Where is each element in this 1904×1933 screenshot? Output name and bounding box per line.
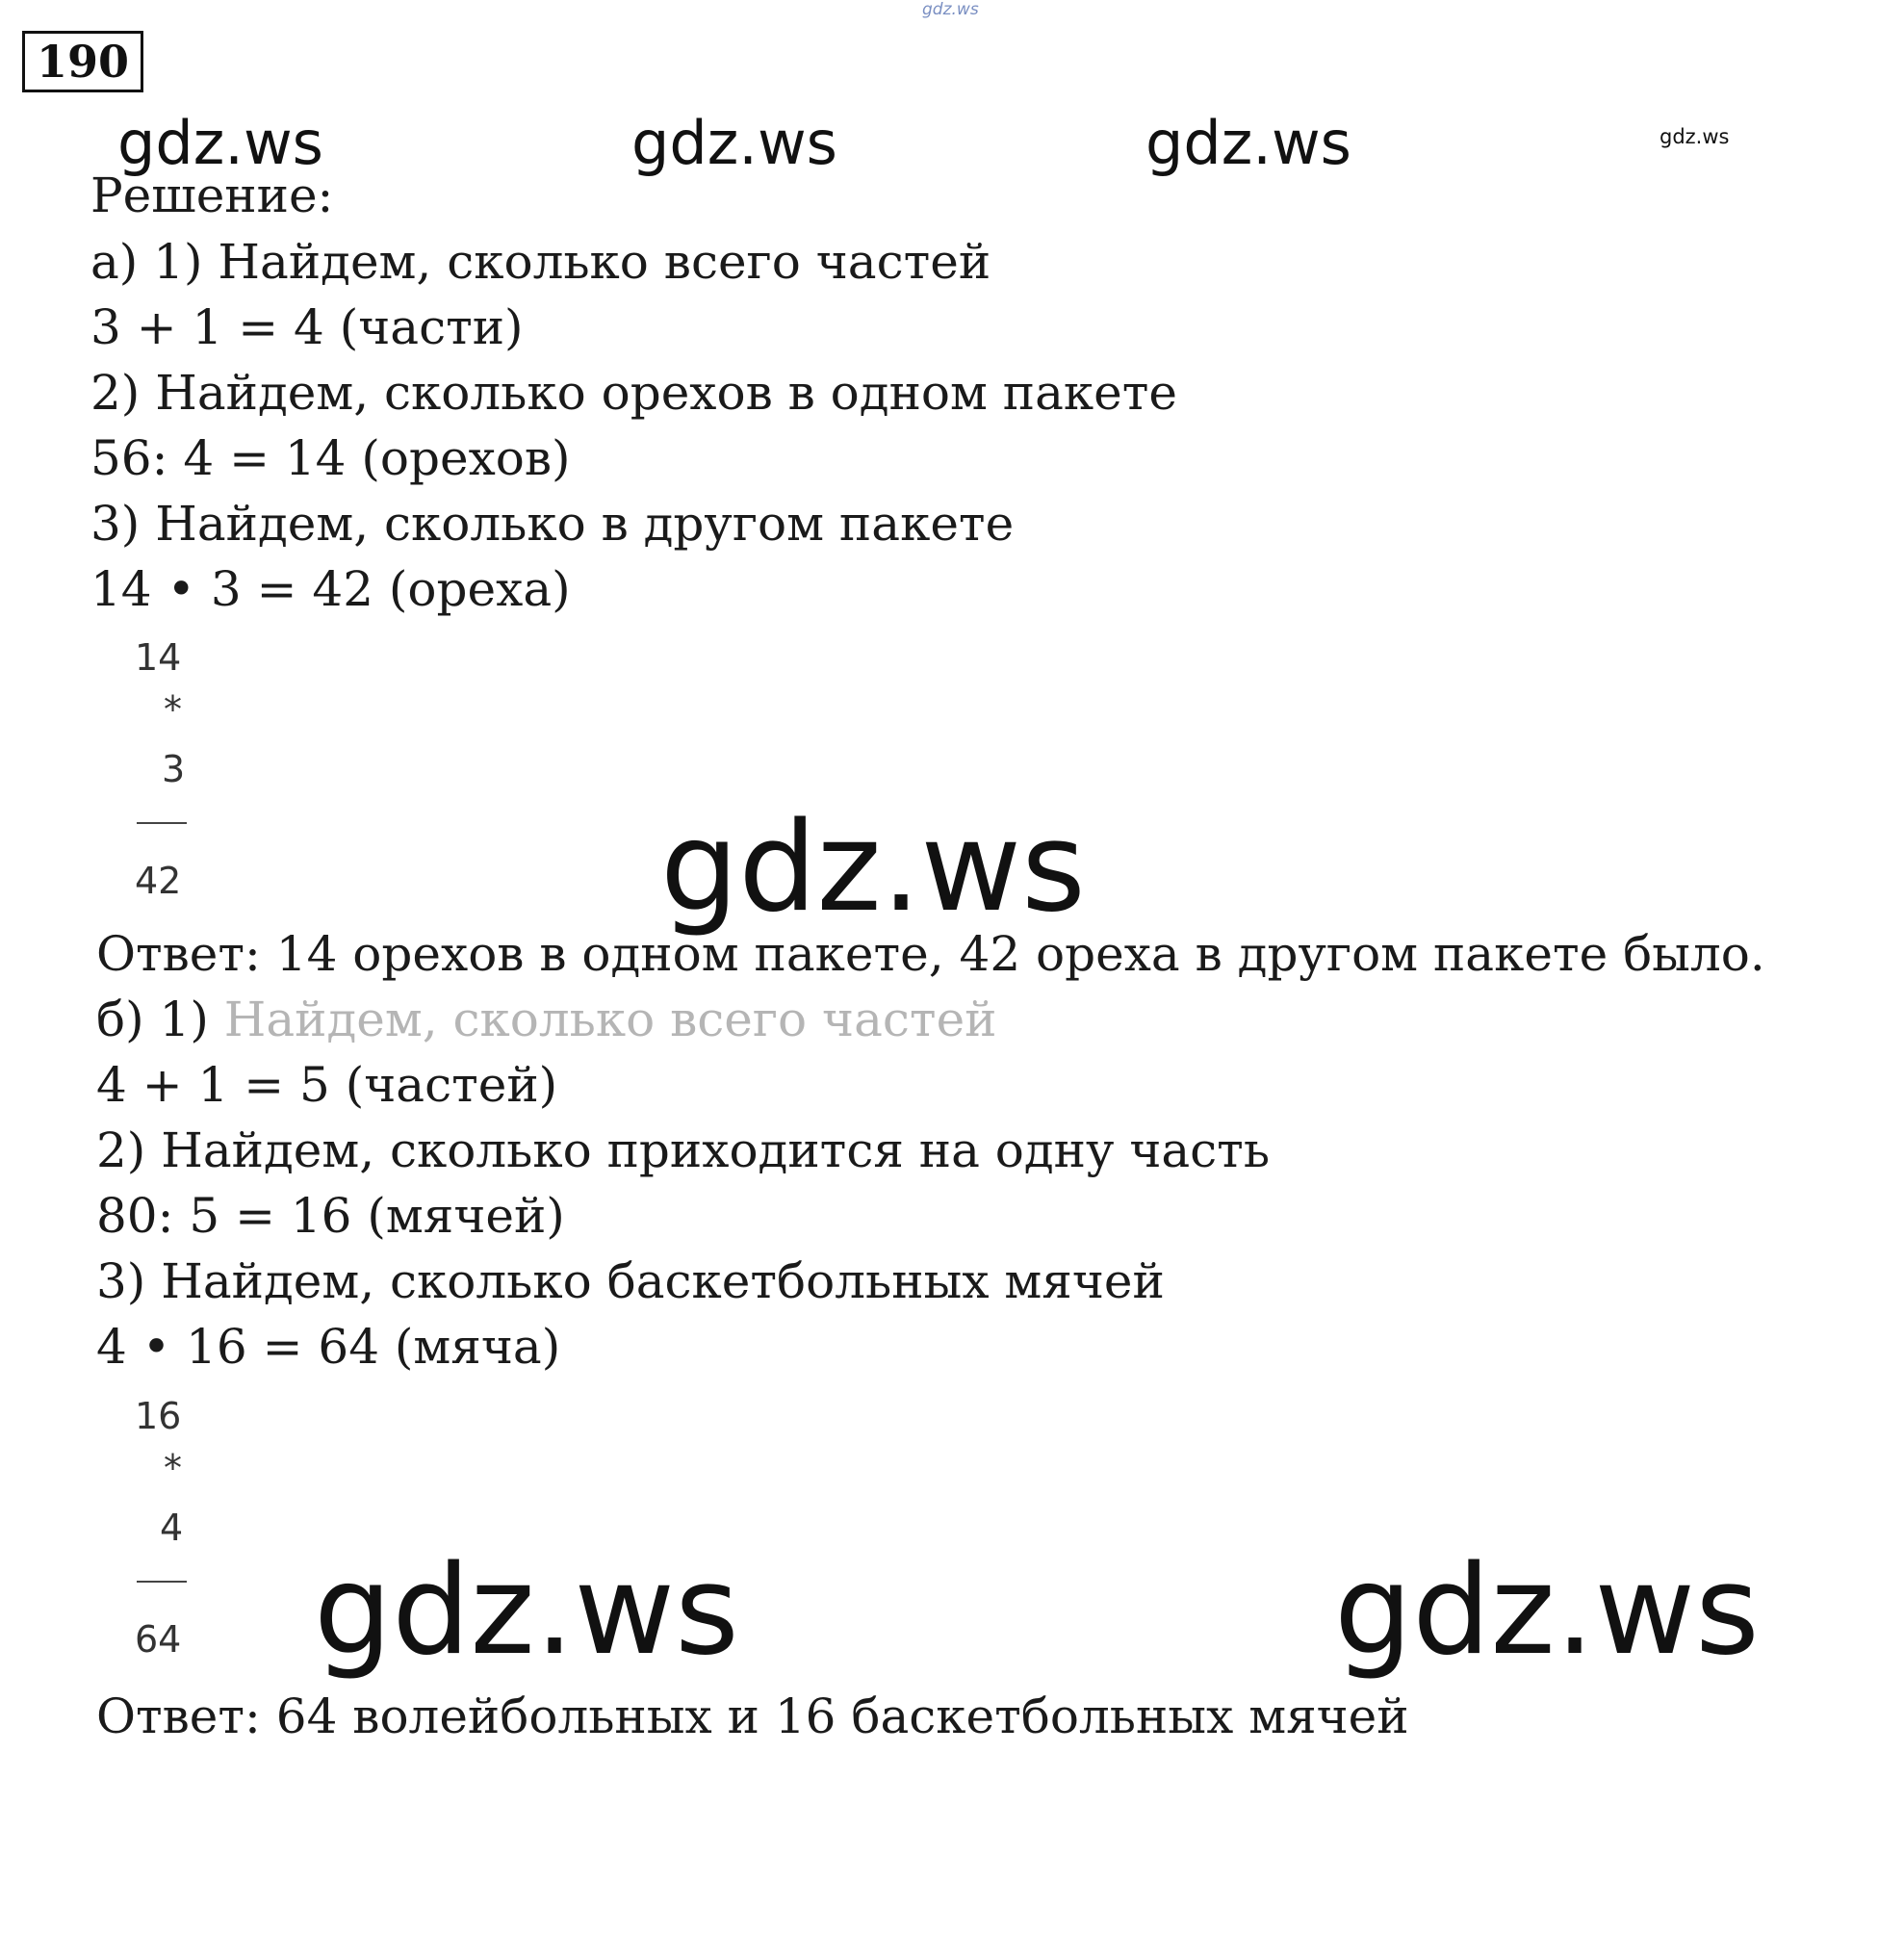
watermark-row-3: gdz.ws: [1145, 108, 1351, 178]
watermark-big-3: gdz.ws: [1334, 1539, 1760, 1683]
part-a-answer: Ответ: 14 орехов в одном пакете, 42 ореха в другом пакете было.: [96, 926, 1765, 982]
solution-heading: Решение:: [90, 168, 334, 223]
part-b-calc-3: 4 • 16 = 64 (мяча): [96, 1319, 561, 1375]
column-b-operator: *: [164, 1447, 182, 1489]
column-a-result: 42: [135, 860, 182, 902]
part-b-step-1-text: Найдем, сколько всего частей: [223, 992, 997, 1047]
column-a-rule: [137, 822, 187, 824]
task-number: 190: [22, 31, 143, 92]
part-a-step-1: а) 1) Найдем, сколько всего частей: [90, 234, 991, 290]
part-b-calc-1: 4 + 1 = 5 (частей): [96, 1057, 558, 1113]
part-a-step-2: 2) Найдем, сколько орехов в одном пакете: [90, 365, 1178, 421]
watermark-big-1: gdz.ws: [660, 796, 1086, 940]
part-b-step-3: 3) Найдем, сколько баскетбольных мячей: [96, 1253, 1165, 1309]
column-b-top: 16: [135, 1395, 182, 1437]
part-a-calc-1: 3 + 1 = 4 (части): [90, 299, 524, 355]
part-b-step-2: 2) Найдем, сколько приходится на одну часть: [96, 1122, 1271, 1178]
column-b-rule: [137, 1581, 187, 1583]
part-b-step-1: [96, 992, 997, 1047]
column-a-operator: *: [164, 688, 182, 731]
part-b-step-1-prefix: б) 1): [96, 992, 224, 1047]
watermark-top: gdz.ws: [922, 0, 979, 19]
watermark-row-2: gdz.ws: [631, 108, 837, 178]
column-a-top: 14: [135, 636, 182, 679]
part-a-step-3: 3) Найдем, сколько в другом пакете: [90, 496, 1015, 552]
part-a-calc-2: 56: 4 = 14 (орехов): [90, 430, 571, 486]
part-a-calc-3: 14 • 3 = 42 (ореха): [90, 561, 571, 617]
watermark-row-1: gdz.ws: [117, 108, 323, 178]
watermark-small: gdz.ws: [1660, 125, 1730, 148]
column-b-bottom: 4: [160, 1507, 184, 1549]
column-b-result: 64: [135, 1618, 182, 1661]
part-b-calc-2: 80: 5 = 16 (мячей): [96, 1188, 565, 1244]
part-b-answer: Ответ: 64 волейбольных и 16 баскетбольных мячей: [96, 1688, 1409, 1744]
watermark-big-2: gdz.ws: [314, 1539, 739, 1683]
column-a-bottom: 3: [162, 748, 186, 790]
